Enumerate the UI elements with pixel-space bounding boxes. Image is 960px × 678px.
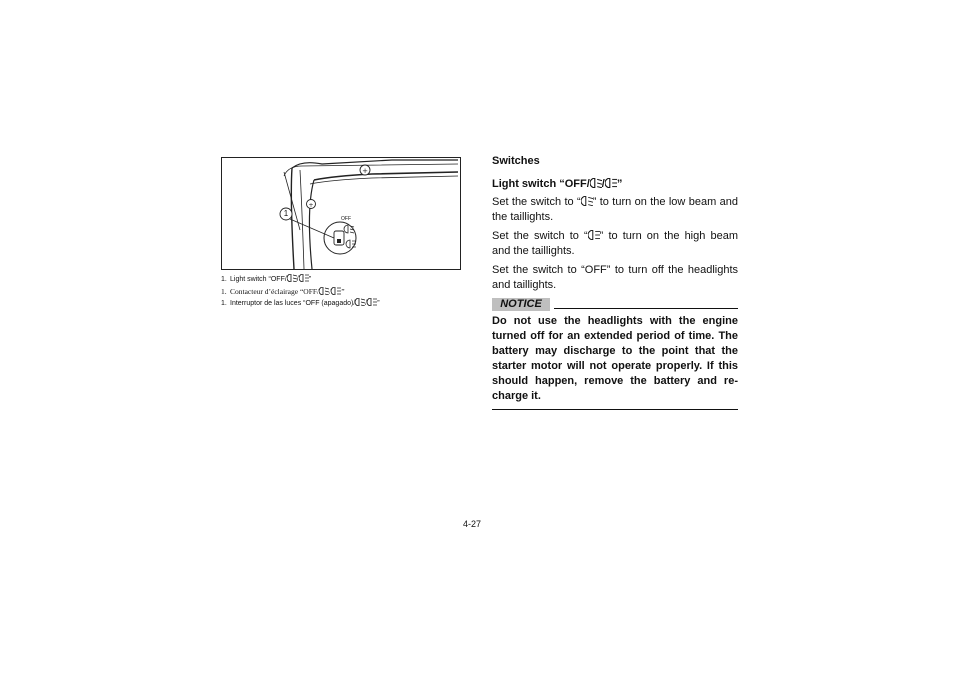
- notice-header: [492, 298, 738, 314]
- low-beam-icon: [581, 196, 593, 206]
- figure-callout-number: 1: [283, 209, 289, 218]
- caption-english: 1. Light switch “OFF/ / ”: [221, 276, 312, 283]
- high-beam-icon: [299, 274, 309, 282]
- content-column: [492, 154, 738, 410]
- low-beam-icon: [355, 298, 365, 306]
- high-beam-icon: [331, 287, 341, 295]
- figure-captions: [221, 274, 471, 310]
- svg-text:+: +: [308, 202, 314, 209]
- notice-text: Do not use the headlights with the engine turned off for an extended period of time. The battery may discharge to the point that the starter motor will not operate properly. If this should happen, remove the battery and re-charge it.: [492, 315, 738, 402]
- svg-text:+: +: [362, 167, 368, 175]
- notice-label: NOTICE: [492, 298, 550, 311]
- light-switch-heading: Light switch “OFF/ / ”: [492, 178, 623, 190]
- light-switch-illustration: [221, 157, 461, 270]
- low-beam-icon: [287, 274, 297, 282]
- low-beam-paragraph: Set the switch to “ ” to turn on the low beam and the taillights.: [492, 196, 738, 223]
- notice-bottom-rule: [492, 409, 738, 410]
- high-beam-icon: [605, 178, 617, 188]
- handlebar-drawing: [222, 158, 460, 269]
- low-beam-icon: [319, 287, 329, 295]
- high-beam-icon: [367, 298, 377, 306]
- switch-off-label: OFF: [341, 216, 351, 222]
- caption-spanish: 1. Interruptor de las luces “OFF (apagado)/ / ”: [221, 300, 380, 307]
- high-beam-paragraph: Set the switch to “ ” to turn on the high beam and the taillights.: [492, 230, 738, 257]
- low-beam-icon: [590, 178, 602, 188]
- caption-french: 1. Contacteur d’éclairage “OFF/ / ”: [221, 287, 345, 296]
- page-number: 4-27: [463, 519, 482, 529]
- notice-top-rule: [554, 308, 738, 309]
- section-title: Switches: [492, 155, 540, 167]
- off-paragraph: Set the switch to “OFF” to turn off the headlights and taillights.: [492, 264, 738, 291]
- high-beam-icon: [588, 230, 600, 240]
